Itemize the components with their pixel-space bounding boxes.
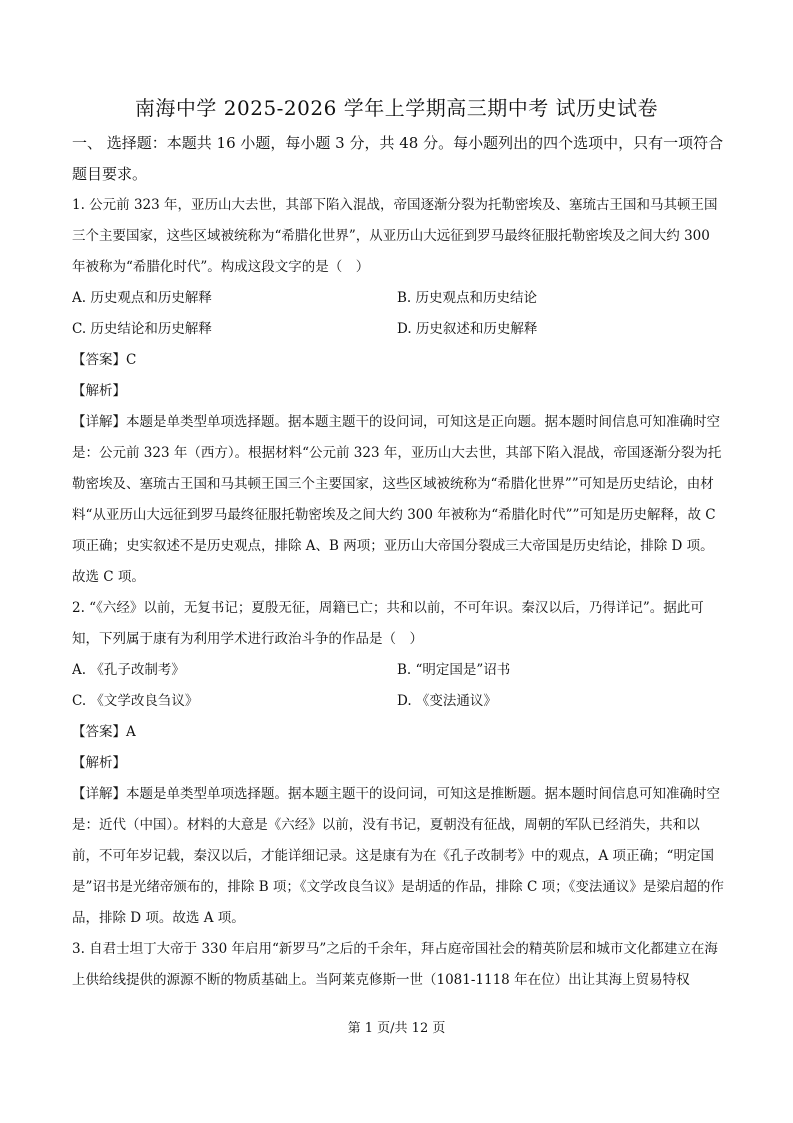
answer-label: 【答案】C	[72, 352, 137, 368]
question-2	[72, 593, 724, 934]
question-stem: 3. 自君士坦丁大帝于 330 年启用“新罗马”之后的千余年，拜占庭帝国社会的精英阶层和城市文化都建立在海上供给线提供的源源不断的物质基础上。当阿莱克修斯一世（1081-1118 年在位）出让其海上贸易特权	[72, 941, 718, 988]
option-d: D. 《变法通议》	[397, 693, 497, 709]
detail-explanation: 【详解】本题是单类型单项选择题。据本题主题干的设问词，可知这是推断题。据本题时间信息可知准确时空是：近代（中国）。材料的大意是《六经》以前，没有书记，夏朝没有征战，周朝的军队已经消失，共和以前，不可年岁记载，秦汉以后，才能详细记录。这是康有为在《孔子改制考》中的观点，A 项正确；“明定国是”诏书是光绪帝颁布的，排除 B 项；《文学改良刍议》是胡适的作品，排除 C 项；《变法通议》是梁启超的作品，排除 D 项。故选 A 项。	[72, 786, 724, 926]
page-content	[72, 128, 724, 996]
option-c: C. 《文学改良刍议》	[72, 693, 199, 709]
option-grid	[72, 283, 724, 345]
question-stem: 2. “《六经》以前，无复书记；夏殷无征，周籍已亡；共和以前，不可年识。秦汉以后，乃得详记”。据此可知，下列属于康有为利用学术进行政治斗争的作品是（ ）	[72, 600, 704, 647]
question-stem: 1. 公元前 323 年，亚历山大去世，其部下陷入混战，帝国逐渐分裂为托勒密埃及、塞琉古王国和马其顿王国三个主要国家，这些区域被统称为“希腊化世界”，从亚历山大远征到罗马最终征服托勒密埃及之间大约 300 年被称为“希腊化时代”。构成这段文字的是（ ）	[72, 197, 718, 275]
option-b: B. “明定国是”诏书	[397, 662, 511, 678]
section-heading: 一、 选择题：本题共 16 小题，每小题 3 分，共 48 分。每小题列出的四个选项中，只有一项符合题目要求。	[72, 134, 724, 183]
answer-label: 【答案】A	[72, 724, 136, 740]
option-a: A. 《孔子改制考》	[72, 662, 185, 678]
option-c: C. 历史结论和历史解释	[72, 321, 212, 337]
page-footer: 第 1 页/共 12 页	[347, 1021, 446, 1036]
option-d: D. 历史叙述和历史解释	[397, 321, 538, 337]
option-b: B. 历史观点和历史结论	[397, 290, 538, 306]
page-title: 南海中学 2025-2026 学年上学期高三期中考 试历史试卷	[134, 96, 659, 120]
analysis-label: 【解析】	[72, 383, 126, 399]
analysis-label: 【解析】	[72, 755, 126, 771]
question-1	[72, 190, 724, 593]
detail-explanation: 【详解】本题是单类型单项选择题。据本题主题干的设问词，可知这是正向题。据本题时间信息可知准确时空是：公元前 323 年（西方）。根据材料“公元前 323 年，亚历山大去世，其部下陷入混战，帝国逐渐分裂为托勒密埃及、塞琉古王国和马其顿王国三个主要国家，这些区域被统称为“希腊化世界””可知是历史结论，由材料“从亚历山大远征到罗马最终征服托勒密埃及之间大约 300 年被称为“希腊化时代””可知是历史解释，故 C 项正确；史实叙述不是历史观点，排除 A、B 两项；亚历山大帝国分裂成三大帝国是历史结论，排除 D 项。故选 C 项。	[72, 414, 722, 585]
question-3	[72, 934, 724, 996]
option-grid	[72, 655, 724, 717]
option-a: A. 历史观点和历史解释	[72, 290, 212, 306]
